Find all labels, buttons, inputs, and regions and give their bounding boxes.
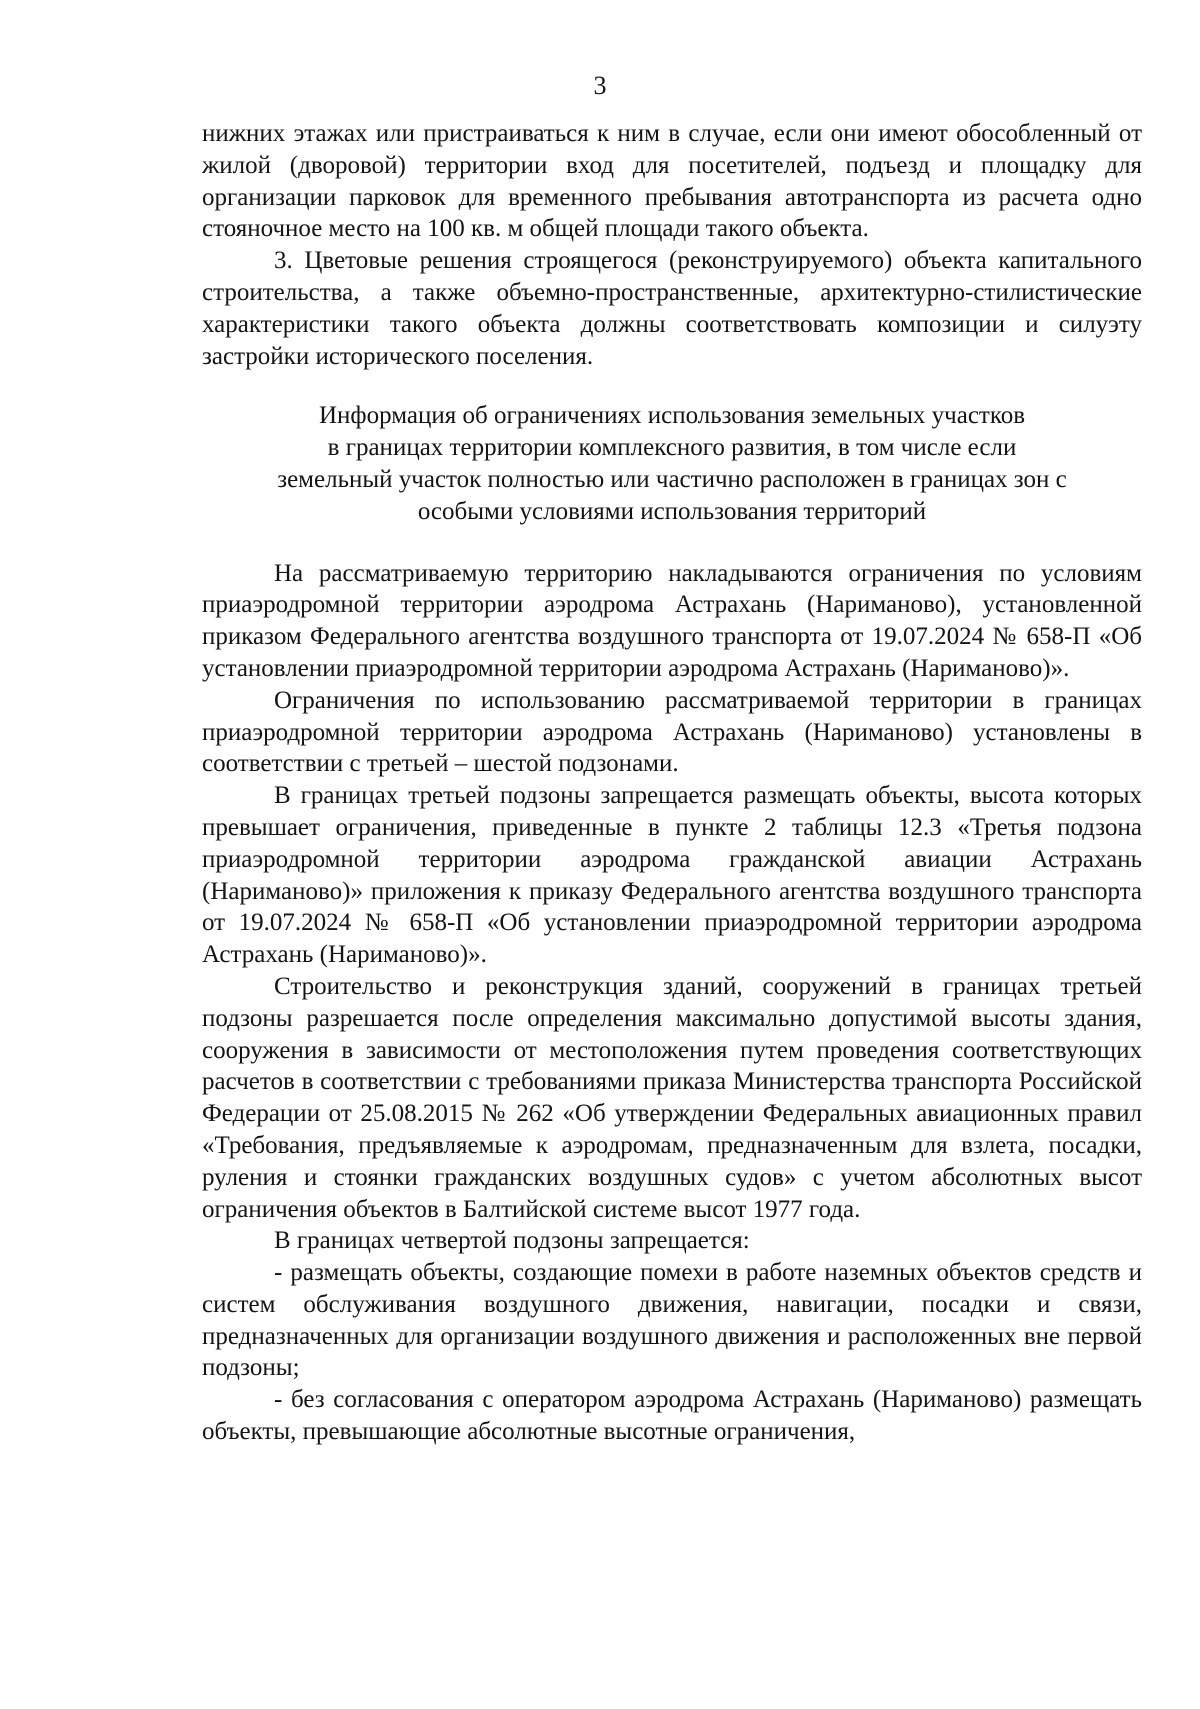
section-heading <box>202 400 1142 527</box>
paragraph-construction: Строительство и реконструкция зданий, сооружений в границах третьей подзоны разрешается после определения максимально допустимой высоты здания, сооружения в зависимости от местоположения путем проведения соответствующих расчетов в соответствии с требованиями приказа Министерства транспорта Российской Федерации от 25.08.2015 № 262 «Об утверждении Федеральных авиационных правил «Требования, предъявляемые к аэродромам, предназначенным для взлета, посадки, руления и стоянки гражданских воздушных судов» с учетом абсолютных высот ограничения объектов в Балтийской системе высот 1977 года. <box>202 972 1142 1223</box>
paragraph-restrictions-intro: На рассматриваемую территорию накладываются ограничения по условиям приаэродромной территории аэродрома Астрахань (Нариманово), установленной приказом Федерального агентства воздушного транспорта от 19.07.2024 № 658-П «Об установлении приаэродромной территории аэродрома Астрахань (Нариманово)». <box>202 559 1142 682</box>
list-item-height-limits: - без согласования с оператором аэродрома Астрахань (Нариманово) размещать объекты, превышающие абсолютные высотные ограничения, <box>202 1386 1142 1446</box>
page-number: 3 <box>593 71 607 100</box>
document-body <box>202 118 1142 1448</box>
paragraph-continuation: нижних этажах или пристраиваться к ним в случае, если они имеют обособленный от жилой (дворовой) территории вход для посетителей, подъезд и площадку для организации парковок для временного пребывания автотранспорта из расчета одно стояночное место на 100 кв. м общей площади такого объекта. <box>202 120 1142 243</box>
heading-line-3: земельный участок полностью или частично расположен в границах зон с <box>277 465 1067 493</box>
heading-line-4: особыми условиями использования территорий <box>417 497 927 525</box>
paragraph-item-3: 3. Цветовые решения строящегося (реконструируемого) объекта капитального строительства, а также объемно-пространственные, архитектурно-стилистические характеристики такого объекта должны соответствовать композиции и силуэту застройки исторического поселения. <box>202 247 1142 370</box>
paragraph-fourth-subzone: В границах четвертой подзоны запрещается: <box>274 1227 750 1255</box>
heading-line-2: в границах территории комплексного развития, в том числе если <box>327 434 1017 462</box>
paragraph-third-subzone: В границах третьей подзоны запрещается размещать объекты, высота которых превышает ограничения, приведенные в пункте 2 таблицы 12.3 «Третья подзона приаэродромной территории аэродрома гражданской авиации Астрахань (Нариманово)» приложения к приказу Федерального агентства воздушного транспорта от 19.07.2024 № 658-П «Об установлении приаэродромной территории аэродрома Астрахань (Нариманово)». <box>202 782 1142 969</box>
list-item-interference: - размещать объекты, создающие помехи в работе наземных объектов средств и систем обслуживания воздушного движения, навигации, посадки и связи, предназначенных для организации воздушного движения и расположенных вне первой подзоны; <box>202 1259 1142 1382</box>
paragraph-subzones: Ограничения по использованию рассматриваемой территории в границах приаэродромной территории аэродрома Астрахань (Нариманово) установлены в соответствии с третьей – шестой подзонами. <box>202 686 1142 778</box>
heading-line-1: Информация об ограничениях использования земельных участков <box>318 402 1026 430</box>
